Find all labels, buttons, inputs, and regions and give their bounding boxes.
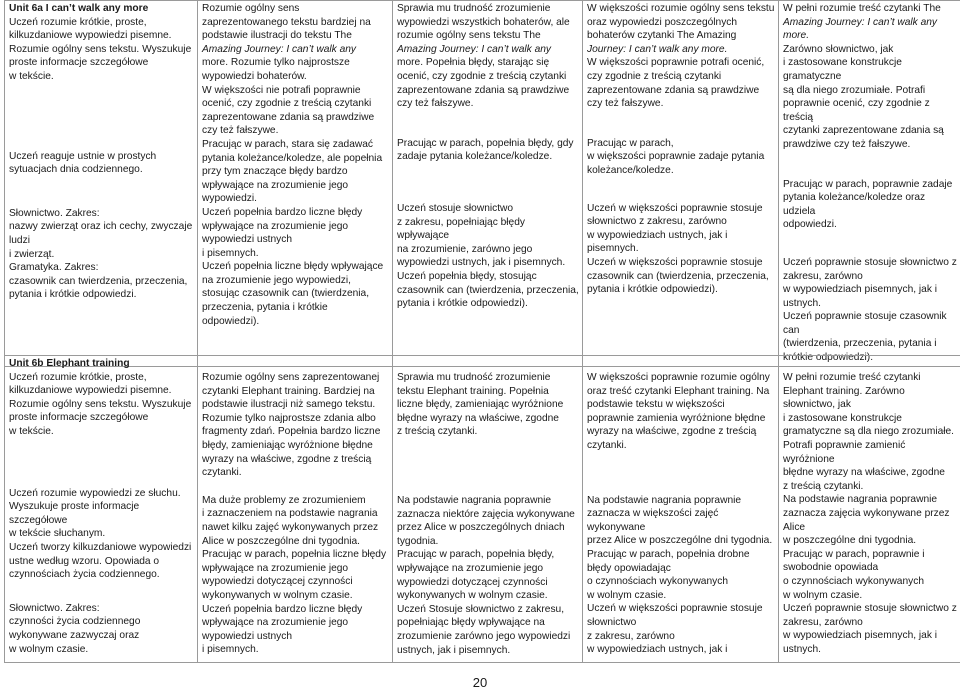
line: Potrafi poprawnie zamienić wyróżnione xyxy=(783,439,906,465)
line: Amazing Journey: I can’t walk any xyxy=(202,43,357,55)
line: z treścią czytanki. xyxy=(783,480,864,492)
line: przeczenia, pytania i krótkie xyxy=(202,302,328,314)
unit-6b-title: Unit 6b Elephant training xyxy=(9,358,130,369)
line: słownictwo xyxy=(587,616,637,628)
line: błędy opowiadając xyxy=(587,562,671,574)
line: Rozumie ogólny sens xyxy=(202,3,300,14)
line: Rozumie ogólny sens tekstu. Wyszukuje xyxy=(9,43,192,55)
line: Amazing Journey: I can’t walk any more. xyxy=(783,16,938,42)
unit-6b-col3-block1 xyxy=(397,371,579,439)
line: poprawnie ocenić, czy zgodnie z treścią xyxy=(783,98,930,123)
line: bohaterów czytanki The Amazing xyxy=(587,30,737,42)
line: w tekście. xyxy=(9,425,54,437)
line: ocenić, czy zgodnie z treścią czytanki xyxy=(202,98,372,110)
line: Elephant training. Zarówno xyxy=(783,385,905,397)
line: ustnych, jak i pisemnych. xyxy=(397,644,511,656)
line: w tekście. xyxy=(9,70,54,82)
line: Alice w poszczególne dni tygodnia. xyxy=(202,535,361,547)
unit-6a-col3-block3 xyxy=(397,202,579,311)
line: zaprezentowane zdania są prawdziwe xyxy=(397,84,570,96)
line: czynnościach życia codziennego. xyxy=(9,569,160,581)
unit-6a-col4-block1 xyxy=(587,2,775,111)
line: gramatyczne są dla niego zrozumiałe. xyxy=(783,426,955,438)
line: wyrazy na właściwe, zgodne z treścią xyxy=(202,453,372,465)
line: pytania i krótkie odpowiedzi). xyxy=(397,298,528,310)
line: Pracując w parach, popełnia liczne błędy xyxy=(202,549,387,561)
line: w tekście słuchanym. xyxy=(9,528,106,540)
unit-6a-title: Unit 6a I can’t walk any more xyxy=(9,3,149,14)
line: zrozumienie zarówno jego wypowiedzi xyxy=(397,630,571,642)
line: popełniając błędy wpływające na xyxy=(397,617,545,629)
line: odpowiedzi). xyxy=(202,315,260,327)
line: na zrozumienie, zarówno jego xyxy=(397,243,533,255)
unit-6b-col5-block2 xyxy=(783,493,957,602)
line: proste informacje szczegółowe xyxy=(9,412,149,424)
line: Sprawia mu trudność zrozumienie xyxy=(397,372,551,383)
line: wypowiedzi ustnych xyxy=(202,234,293,246)
line: zaprezentowane zdania są prawdziwe xyxy=(202,111,375,123)
line: słownictwo z zakresu, zarówno xyxy=(587,216,727,228)
line: Pracując w parach, stara się zadawać xyxy=(202,138,374,150)
line: Uczeń poprawnie stosuje słownictwo z xyxy=(783,603,957,615)
line: ustnych. xyxy=(783,643,821,655)
unit-6b-col3 xyxy=(393,356,583,663)
line: ustnych. xyxy=(783,297,821,309)
line: wpływające na zrozumienie jego xyxy=(202,562,349,574)
line: wpływające na zrozumienie jego xyxy=(397,562,544,574)
line: Uczeń popełnia liczne błędy wpływające xyxy=(202,261,384,273)
unit-6b-col2-block1 xyxy=(202,371,389,480)
line: Pracując w parach, poprawnie i xyxy=(783,548,925,560)
line: czasownik can twierdzenia, przeczenia, xyxy=(9,275,188,287)
line: more. Rozumie tylko najprostsze xyxy=(202,57,350,69)
line: more. Popełnia błędy, starając się xyxy=(397,57,550,69)
line: nawet kilku zajęć wykonywanych przez xyxy=(202,521,379,533)
line: szczegółowe xyxy=(9,514,68,526)
line: błędne wyrazy na właściwe, zgodne xyxy=(397,412,559,424)
line: zaprezentowanego tekstu bardziej na xyxy=(202,16,371,28)
line: zaprezentowane zdania są prawdziwe xyxy=(587,84,760,96)
line: wykonywanych w wolnym czasie. xyxy=(202,589,353,601)
line: Sprawia mu trudność zrozumienie xyxy=(397,3,551,14)
line: Pracując w parach, poprawnie zadaje xyxy=(783,178,953,190)
unit-6a-col4-block3 xyxy=(587,202,775,297)
unit-6b-col5-block3 xyxy=(783,602,957,656)
line: wypowiedzi wszystkich bohaterów, ale xyxy=(397,16,570,28)
line: zakresu, zarówno xyxy=(783,616,863,628)
line: czy też fałszywe. xyxy=(202,125,279,137)
line: Słownictwo. Zakres: xyxy=(9,207,100,219)
unit-6a-col5 xyxy=(779,1,960,367)
line: wypowiedzi ustnych xyxy=(202,630,293,642)
line: oraz treść czytanki Elephant training. Na xyxy=(587,385,770,397)
unit-6a-col2-block2 xyxy=(202,138,389,206)
line: Zarówno słownictwo, jak xyxy=(783,43,894,55)
line: w wypowiedziach pisemnych, jak i xyxy=(783,630,938,642)
line: Uczeń w większości poprawnie stosuje xyxy=(587,202,763,214)
line: z zakresu, popełniając błędy wpływające xyxy=(397,216,525,242)
unit-6b-col2-block2 xyxy=(202,494,389,603)
unit-6b-col1-block2 xyxy=(9,487,194,582)
line: Wyszukuje proste informacje xyxy=(9,501,140,513)
line: pytania i krótkie odpowiedzi). xyxy=(587,284,718,296)
line: i zastosowane konstrukcje gramatyczne xyxy=(783,57,902,82)
line: Uczeń rozumie krótkie, proste, xyxy=(9,371,147,383)
line: czasownik can (twierdzenia, przeczenia, xyxy=(587,270,769,282)
line: Uczeń w większości poprawnie stosuje xyxy=(587,256,763,268)
unit-6b-col4 xyxy=(583,356,779,663)
line: z zakresu, zarówno xyxy=(587,630,675,642)
line: tekstu Elephant training. Popełnia xyxy=(397,385,549,397)
line: ocenić, czy zgodnie z treścią czytanki xyxy=(397,70,567,82)
line: wypowiedzi ustnych, jak i pisemnych. xyxy=(397,257,566,269)
line: w wolnym czasie. xyxy=(587,589,667,601)
line: Uczeń tworzy kilkuzdaniowe wypowiedzi xyxy=(9,541,192,553)
unit-6b-col1-block3 xyxy=(9,602,194,656)
unit-6b-col4-block1 xyxy=(587,371,775,453)
line: odpowiedzi. xyxy=(783,219,837,231)
line: Słownictwo. Zakres: xyxy=(9,602,100,614)
line: Na podstawie nagrania poprawnie xyxy=(397,494,552,506)
line: podstawie ilustracji do tekstu The xyxy=(202,30,352,42)
line: prawdziwe czy też fałszywe. xyxy=(783,138,911,150)
line: o czynnościach wykonywanych xyxy=(783,575,924,587)
line: w wolnym czasie. xyxy=(9,643,89,655)
line: zadaje pytania koleżance/koledze. xyxy=(397,151,553,163)
line: i zastosowane konstrukcje xyxy=(783,412,902,424)
line: błędne wyrazy na właściwe, zgodne xyxy=(783,467,945,479)
line: ludzi xyxy=(9,234,30,246)
unit-6a-col1 xyxy=(5,1,198,367)
line: w wolnym czasie. xyxy=(783,589,863,601)
line: wpływające na zrozumienie jego xyxy=(202,617,349,629)
line: Uczeń reaguje ustnie w prostych xyxy=(9,150,157,162)
unit-6a-col1-block1 xyxy=(9,16,194,84)
line: w wypowiedziach ustnych, jak i xyxy=(587,229,728,241)
line: i pisemnych. xyxy=(202,247,259,259)
line: czytanki. xyxy=(202,467,242,479)
unit-6b-col5 xyxy=(779,356,960,663)
line: Pracując w parach, popełnia błędy, gdy xyxy=(397,137,574,149)
unit-6a-col5-block1 xyxy=(783,2,957,152)
line: wypowiedzi bohaterów. xyxy=(202,70,307,82)
line: koleżance/koledze. xyxy=(587,164,674,176)
line: i pisemnych. xyxy=(202,644,259,656)
unit-6a-col1-block2 xyxy=(9,150,194,177)
line: przez Alice w poszczególne dni tygodnia. xyxy=(587,535,773,547)
line: Journey: I can’t walk any more. xyxy=(587,43,728,55)
line: Amazing Journey: I can’t walk any xyxy=(397,43,552,55)
unit-6a-table xyxy=(4,0,960,367)
line: kilkuzdaniowe wypowiedzi pisemne. xyxy=(9,385,172,397)
line: Uczeń stosuje słownictwo xyxy=(397,202,514,214)
unit-6b-col1 xyxy=(5,356,198,663)
line: W pełni rozumie treść czytanki xyxy=(783,372,921,383)
line: Pracując w parach, popełnia drobne xyxy=(587,548,750,560)
line: czy zgodnie z treścią czytanki xyxy=(587,70,722,82)
line: wypowiedzi. xyxy=(202,193,257,205)
line: liczne błędy, zamieniając wyróżnione xyxy=(397,399,564,411)
line: są dla niego zrozumiałe. Potrafi xyxy=(783,84,926,96)
line: krótkie odpowiedzi). xyxy=(783,352,874,364)
line: pytania koleżance/koledze oraz udziela xyxy=(783,192,926,217)
line: zakresu, zarówno xyxy=(783,270,863,282)
unit-6b-table xyxy=(4,355,960,663)
unit-6b-col3-block3 xyxy=(397,603,579,657)
unit-6b-col5-block1 xyxy=(783,371,957,493)
line: wypowiedzi dotyczącej czynności xyxy=(397,576,548,588)
page-number: 20 xyxy=(472,675,488,690)
unit-6b-col2-block3 xyxy=(202,603,389,657)
line: w wypowiedziach pisemnych, jak i xyxy=(783,284,938,296)
unit-6a-col5-block3 xyxy=(783,256,957,365)
line: czytanki Elephant training. Bardziej na xyxy=(202,385,375,397)
line: swobodnie opowiada xyxy=(783,562,879,574)
line: czy też fałszywe. xyxy=(587,98,664,110)
line: (twierdzenia, przeczenia, pytania i xyxy=(783,338,937,350)
line: Uczeń rozumie wypowiedzi ze słuchu. xyxy=(9,487,181,499)
line: podstawie ilustracji niż samego tekstu. xyxy=(202,399,376,411)
line: wykonywanych w wolnym czasie. xyxy=(397,590,548,602)
unit-6b-col2 xyxy=(198,356,393,663)
line: pytania koleżance/koledze, ale popełnia xyxy=(202,152,383,164)
line: wyrazy na właściwe, zgodne z treścią xyxy=(587,426,757,438)
line: i zwierząt. xyxy=(9,248,55,260)
line: W większości poprawnie rozumie ogólny xyxy=(587,372,770,383)
line: stosując czasownik can (twierdzenia, xyxy=(202,288,370,300)
line: tygodnia. xyxy=(397,535,439,547)
line: pisemnych. xyxy=(587,243,639,255)
unit-6a-col4 xyxy=(583,1,779,367)
unit-6b-col4-block2 xyxy=(587,494,775,603)
line: przez Alice w poszczególnych dniach xyxy=(397,522,565,534)
line: z treścią czytanki. xyxy=(397,426,478,438)
line: Na podstawie nagrania poprawnie xyxy=(587,494,742,506)
line: ustne według wzoru. Opowiada o xyxy=(9,555,160,567)
line: fragmenty zdań. Popełnia bardzo liczne xyxy=(202,426,381,438)
line: Uczeń rozumie krótkie, proste, xyxy=(9,16,147,28)
line: wypowiedzi dotyczącej czynności xyxy=(202,576,353,588)
line: przy tym znaczące błędy bardzo xyxy=(202,166,348,178)
line: czynności życia codziennego xyxy=(9,616,141,628)
line: Alice xyxy=(783,521,806,533)
unit-6a-col2 xyxy=(198,1,393,367)
line: Rozumie ogólny sens zaprezentowanej xyxy=(202,372,380,383)
unit-6a-col5-block2 xyxy=(783,178,957,232)
line: czytanki zaprezentowane zdania są xyxy=(783,125,944,137)
line: W pełni rozumie treść czytanki The xyxy=(783,3,941,14)
line: Uczeń Stosuje słownictwo z zakresu, xyxy=(397,603,565,615)
line: poprawnie zamienia wyróżnione błędne xyxy=(587,412,766,424)
line: Uczeń poprawnie stosuje słownictwo z xyxy=(783,256,957,268)
line: na zrozumienie jego wypowiedzi, xyxy=(202,274,351,286)
line: proste informacje szczegółowe xyxy=(9,57,149,69)
line: czasownik can (twierdzenia, przeczenia, xyxy=(397,284,579,296)
line: Uczeń popełnia błędy, stosując xyxy=(397,270,537,282)
line: Uczeń poprawnie stosuje czasownik can xyxy=(783,311,947,336)
unit-6a-col3-block2 xyxy=(397,137,579,164)
line: Gramatyka. Zakres: xyxy=(9,262,99,274)
line: kilkuzdaniowe wypowiedzi pisemne. xyxy=(9,30,172,42)
line: słownictwo, jak xyxy=(783,399,851,411)
unit-6b-row xyxy=(5,356,960,663)
line: wykonywane zazwyczaj oraz xyxy=(9,629,140,641)
line: błędy, zamieniając wyróżnione błędne xyxy=(202,439,373,451)
line: Uczeń popełnia bardzo liczne błędy xyxy=(202,603,363,615)
line: sytuacjach dnia codziennego. xyxy=(9,164,143,176)
line: pytania i krótkie odpowiedzi. xyxy=(9,289,137,301)
line: w większości poprawnie zadaje pytania xyxy=(587,151,765,163)
unit-6a-row xyxy=(5,1,960,367)
line: Rozumie tylko najprostsze zdania albo xyxy=(202,412,376,424)
line: podstawie tekstu w większości xyxy=(587,399,725,411)
line: wpływające na zrozumienie jego xyxy=(202,179,349,191)
unit-6a-col3-block1 xyxy=(397,2,579,111)
line: Na podstawie nagrania poprawnie xyxy=(783,494,938,506)
unit-6a-col3 xyxy=(393,1,583,367)
line: nazwy zwierząt oraz ich cechy, zwyczaje xyxy=(9,221,193,233)
line: i zaznaczeniem na podstawie nagrania xyxy=(202,508,378,520)
line: Uczeń popełnia bardzo liczne błędy xyxy=(202,206,363,218)
line: zaznacza w większości zajęć wykonywane xyxy=(587,508,719,533)
line: Ma duże problemy ze zrozumieniem xyxy=(202,494,366,506)
line: W większości poprawnie potrafi ocenić, xyxy=(587,57,765,69)
line: Rozumie ogólny sens tekstu. Wyszukuje xyxy=(9,398,192,410)
line: oraz wypowiedzi poszczególnych xyxy=(587,16,738,28)
unit-6b-col4-block3 xyxy=(587,602,775,656)
line: czytanki. xyxy=(587,439,627,451)
line: W większości rozumie ogólny sens tekstu xyxy=(587,3,775,14)
line: Pracując w parach, xyxy=(587,137,674,149)
line: Uczeń w większości poprawnie stosuje xyxy=(587,603,763,615)
line: w poszczególne dni tygodnia. xyxy=(783,535,917,547)
line: czy też fałszywe. xyxy=(397,98,474,110)
unit-6b-col3-block2 xyxy=(397,494,579,603)
unit-6a-col2-block3 xyxy=(202,206,389,328)
line: o czynnościach wykonywanych xyxy=(587,576,728,588)
line: zaznacza zajęcia wykonywane przez xyxy=(783,507,950,519)
unit-6a-col2-block1 xyxy=(202,2,389,138)
unit-6a-col1-block3 xyxy=(9,207,194,302)
unit-6a-col4-block2 xyxy=(587,137,775,178)
line: rozumie ogólny sens tekstu The xyxy=(397,30,541,42)
line: W większości nie potrafi poprawnie xyxy=(202,84,361,96)
line: Pracując w parach, popełnia błędy, xyxy=(397,549,555,561)
unit-6b-col1-block1 xyxy=(9,371,194,439)
line: wpływające na zrozumienie jego xyxy=(202,220,349,232)
line: w wypowiedziach ustnych, jak i xyxy=(587,644,728,656)
line: zaznacza niektóre zajęcia wykonywane xyxy=(397,508,575,520)
